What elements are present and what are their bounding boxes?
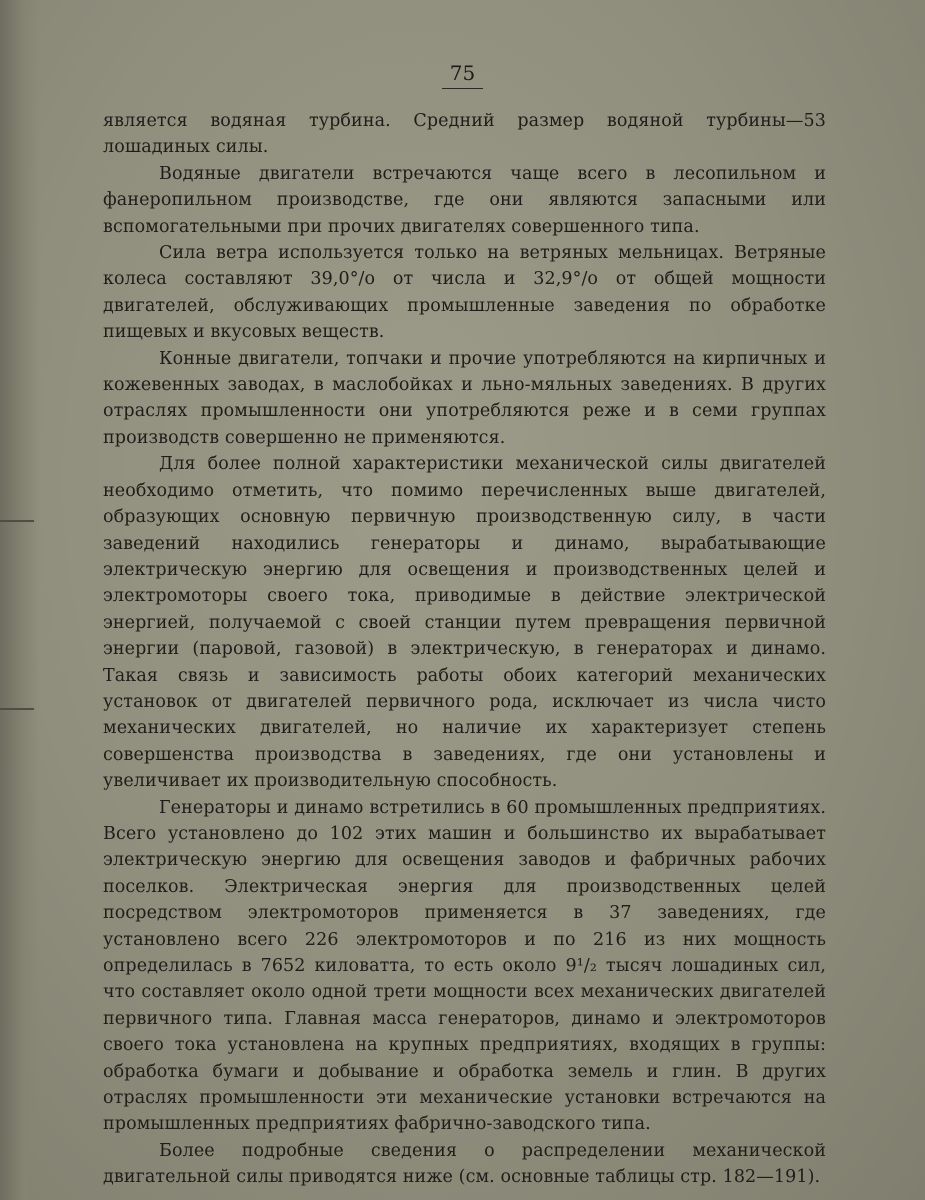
paragraph-reference: Более подробные сведения о распределении механической двигательной силы приводятся ниже (см. основные таблицы стр. 182—191).: [103, 1140, 826, 1188]
book-spine-shadow: [0, 0, 40, 1200]
paragraph-generators: Генераторы и динамо встретились в 60 промышленных предприятиях. Всего установлено до 102 этих машин и большинство их вырабатывает электрическую энергию для освещения заводов и фабричных рабочих поселков. Электрическая энергия для производственных целей посредством электромоторов применяется в 37 заведениях, где установлено всего 226 электромоторов и по 216 из них мощность определилась в 7652 киловатта, то есть около 9¹/₂ тысяч лошадиных сил, что составляет около одной трети мощности всех механических двигателей первичного типа. Главная масса генераторов, динамо и электромоторов своего тока установлена на крупных предприятиях, входящих в группы: обработка бумаги и добывание и обработка земель и глин. В других отраслях промышленности эти механические установки встречаются на промышленных предприятиях фабрично-заводского типа.: [103, 797, 826, 1135]
paragraph-mechanical-power: Для более полной характеристики механической силы двигателей необходимо отметить, что помимо перечисленных выше двигателей, образующих основную первичную производственную силу, в части заведений находились генераторы и динамо, вырабатывающие электрическую энергию для освещения и производственных целей и электромоторы своего тока, приводимые в действие электрической энергией, получаемой с своей станции путем превращения первичной энергии (паровой, газовой) в электрическую, в генераторах и динамо. Такая связь и зависимость работы обоих категорий механических установок от двигателей первичного рода, исключает из числа чисто механических двигателей, но наличие их характеризует степень совершенства производства в заведениях, где они установлены и увеличивает их производительную способность.: [103, 454, 826, 792]
page-edge-mark: [0, 708, 34, 710]
page-number-text: 75: [442, 60, 483, 89]
paragraph-wind-power: Сила ветра используется только на ветряных мельницах. Ветряные колеса составляют 39,0°/o от числа и 32,9°/o от общей мощности двигателей, обслуживающих промышленные заведения по обработке пищевых и вкусовых веществ.: [103, 243, 826, 343]
paragraph-horse-engines: Конные двигатели, топчаки и прочие употребляются на кирпичных и кожевенных заводах, в маслобойках и льно-мяльных заведениях. В других отраслях промышленности они употребляются реже и в семи группах производств совершенно не применяются.: [103, 348, 826, 448]
page-edge-mark: [0, 520, 34, 522]
page-number: [0, 60, 925, 89]
paragraph-continuation: является водяная турбина. Средний размер водяной турбины—53 лошадиных силы.: [103, 111, 826, 158]
body-text: [103, 108, 826, 1191]
paragraph-water-engines: Водяные двигатели встречаются чаще всего в лесопильном и фанеропильном производстве, где они являются запасными или вспомогательными при прочих двигателях совершенного типа.: [103, 163, 826, 237]
